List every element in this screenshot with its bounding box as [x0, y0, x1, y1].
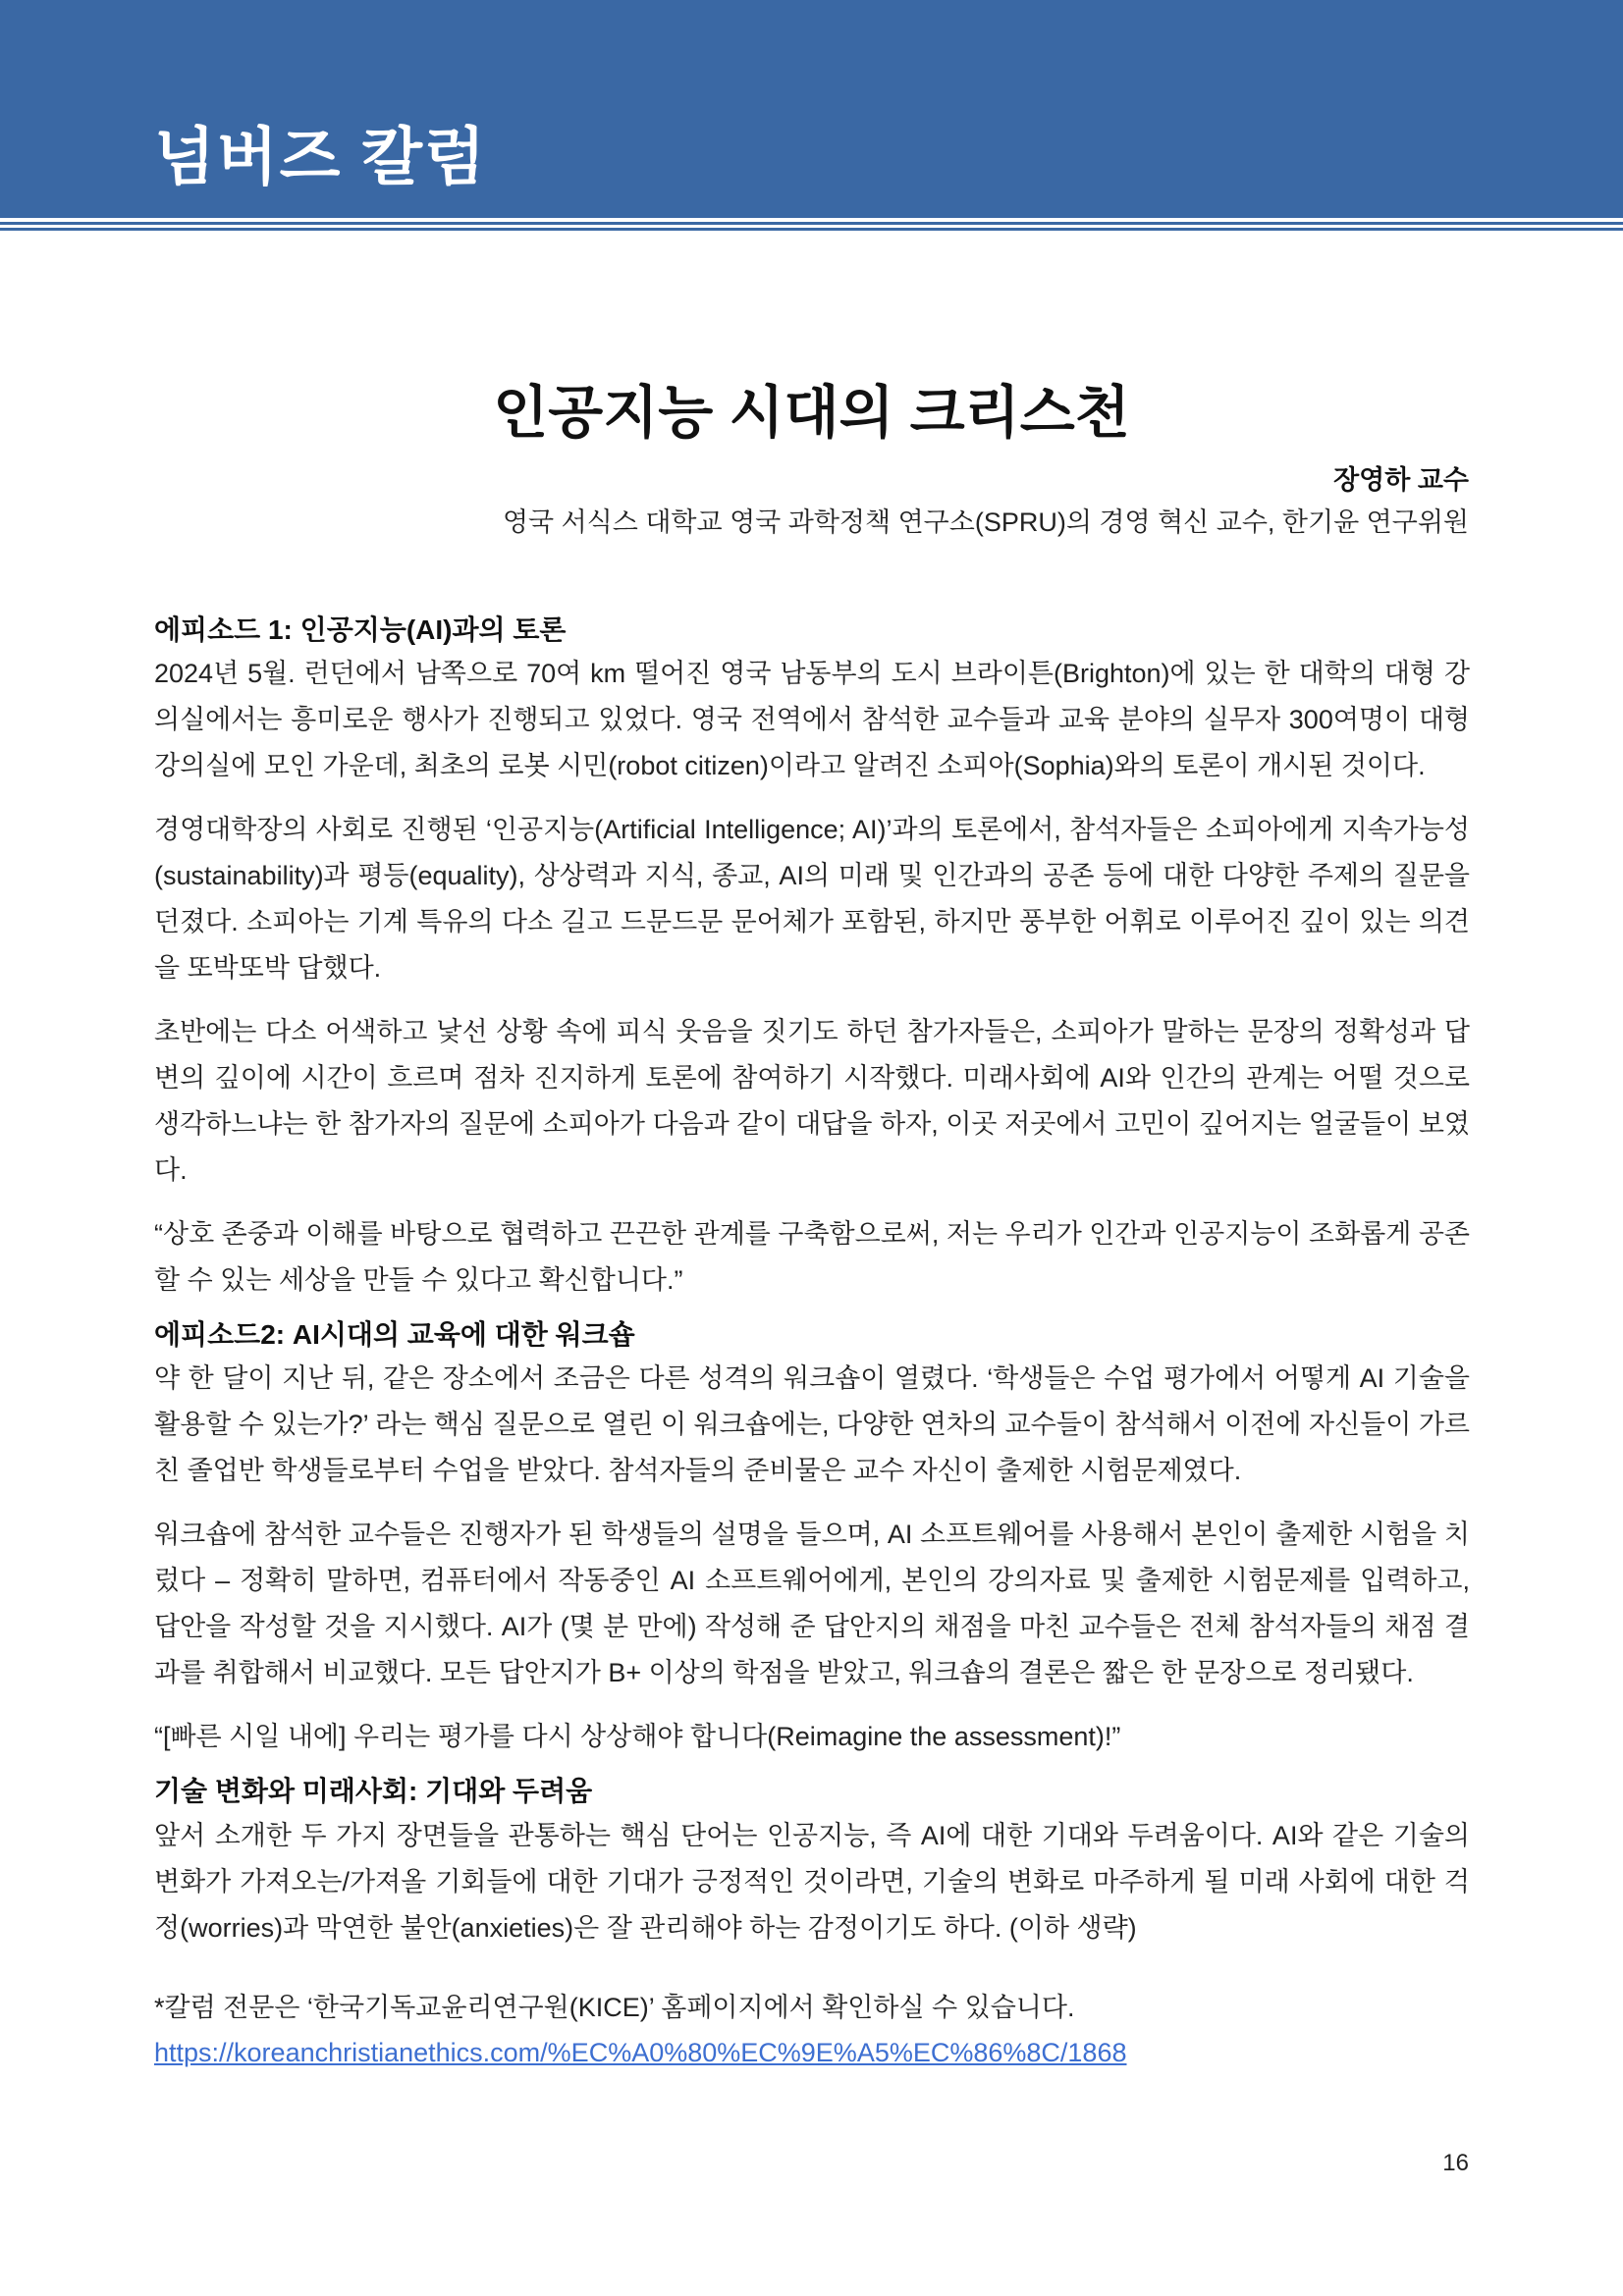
section-future-society: [154, 1772, 1470, 1950]
paragraph: 약 한 달이 지난 뒤, 같은 장소에서 조금은 다른 성격의 워크숍이 열렸다. ‘학생들은 수업 평가에서 어떻게 AI 기술을 활용할 수 있는가?’ 라는 핵심 질문으로 열린 이 워크숍에는, 다양한 연차의 교수들이 참석해서 이전에 자신들이 가르친 졸업반 학생들로부터 수업을 받았다. 참석자들의 준비물은 교수 자신이 출제한 시험문제였다.: [154, 1363, 1470, 1486]
paragraph: 초반에는 다소 어색하고 낯선 상황 속에 피식 웃음을 짓기도 하던 참가자들은, 소피아가 말하는 문장의 정확성과 답변의 깊이에 시간이 흐르며 점차 진지하게 토론에 참여하기 시작했다. 미래사회에 AI와 인간의 관계는 어떨 것으로 생각하느냐는 한 참가자의 질문에 소피아가 다음과 같이 대답을 하자, 이곳 저곳에서 고민이 깊어지는 얼굴들이 보였다.: [154, 1017, 1470, 1186]
author-affiliation: 영국 서식스 대학교 영국 과학정책 연구소(SPRU)의 경영 혁신 교수, 한기윤 연구위원: [502, 507, 1469, 537]
paragraph: 경영대학장의 사회로 진행된 ‘인공지능(Artificial Intelligence; AI)’과의 토론에서, 참석자들은 소피아에게 지속가능성(sustainability)과 평등(equality), 상상력과 지식, 종교, AI의 미래 및 인간과의 공존 등에 대한 다양한 주제의 질문을 던졌다. 소피아는 기계 특유의 다소 길고 드문드문 문어체가 포함된, 하지만 풍부한 어휘로 이루어진 깊이 있는 의견을 또박또박 답했다.: [154, 815, 1470, 984]
paragraph: 앞서 소개한 두 가지 장면들을 관통하는 핵심 단어는 인공지능, 즉 AI에 대한 기대와 두려움이다. AI와 같은 기술의 변화가 가져오는/가져올 기회들에 대한 기대가 긍정적인 것이라면, 기술의 변화로 마주하게 될 미래 사회에 대한 걱정(worries)과 막연한 불안(anxieties)은 잘 관리해야 하는 감정이기도 하다. (이하 생략): [154, 1820, 1470, 1943]
quote-paragraph: “[빠른 시일 내에] 우리는 평가를 다시 상상해야 합니다(Reimagine the assessment)!”: [154, 1722, 1121, 1752]
section-heading: 기술 변화와 미래사회: 기대와 두려움: [154, 1776, 593, 1807]
paragraph: 워크숍에 참석한 교수들은 진행자가 된 학생들의 설명을 들으며, AI 소프트웨어를 사용해서 본인이 출제한 시험을 치렀다 – 정확히 말하면, 컴퓨터에서 작동중인 AI 소프트웨어에게, 본인의 강의자료 및 출제한 시험문제를 입력하고, 답안을 작성할 것을 지시했다. AI가 (몇 분 만에) 작성해 준 답안지의 채점을 마친 교수들은 전체 참석자들의 채점 결과를 취합해서 비교했다. 모든 답안지가 B+ 이상의 학점을 받았고, 워크숍의 결론은 짧은 한 문장으로 정리됐다.: [154, 1520, 1470, 1688]
header-divider: [0, 222, 1623, 225]
column-link[interactable]: https://koreanchristianethics.com/%EC%A0%80%EC%9E%A5%EC%86%8C/1868: [154, 2037, 1127, 2067]
quote-paragraph: “상호 존중과 이해를 바탕으로 협력하고 끈끈한 관계를 구축함으로써, 저는 우리가 인간과 인공지능이 조화롭게 공존할 수 있는 세상을 만들 수 있다고 확신합니다.”: [154, 1219, 1470, 1296]
section-heading: 에피소드2: AI시대의 교육에 대한 워크숍: [154, 1319, 635, 1351]
footnote-text: *칼럼 전문은 ‘한국기독교윤리연구원(KICE)’ 홈페이지에서 확인하실 수 있습니다.: [154, 1992, 1075, 2022]
paragraph: 2024년 5월. 런던에서 남쪽으로 70여 km 떨어진 영국 남동부의 도시 브라이튼(Brighton)에 있는 한 대학의 대형 강의실에서는 흥미로운 행사가 진행되고 있었다. 영국 전역에서 참석한 교수들과 교육 분야의 실무자 300여명이 대형 강의실에 모인 가운데, 최초의 로봇 시민(robot citizen)이라고 알려진 소피아(Sophia)와의 토론이 개시된 것이다.: [154, 659, 1470, 781]
page-number: 16: [1442, 2150, 1469, 2176]
article-title: 인공지능 시대의 크리스천: [493, 380, 1130, 445]
section-episode-2: [154, 1315, 1470, 1760]
section-episode-1: [154, 611, 1470, 1304]
author-name: 장영하 교수: [1333, 465, 1469, 495]
header-divider: [0, 228, 1623, 231]
article-body: [154, 611, 1470, 2075]
column-section-title: 넘버즈 칼럼: [154, 122, 487, 192]
section-heading: 에피소드 1: 인공지능(AI)과의 토론: [154, 614, 567, 645]
